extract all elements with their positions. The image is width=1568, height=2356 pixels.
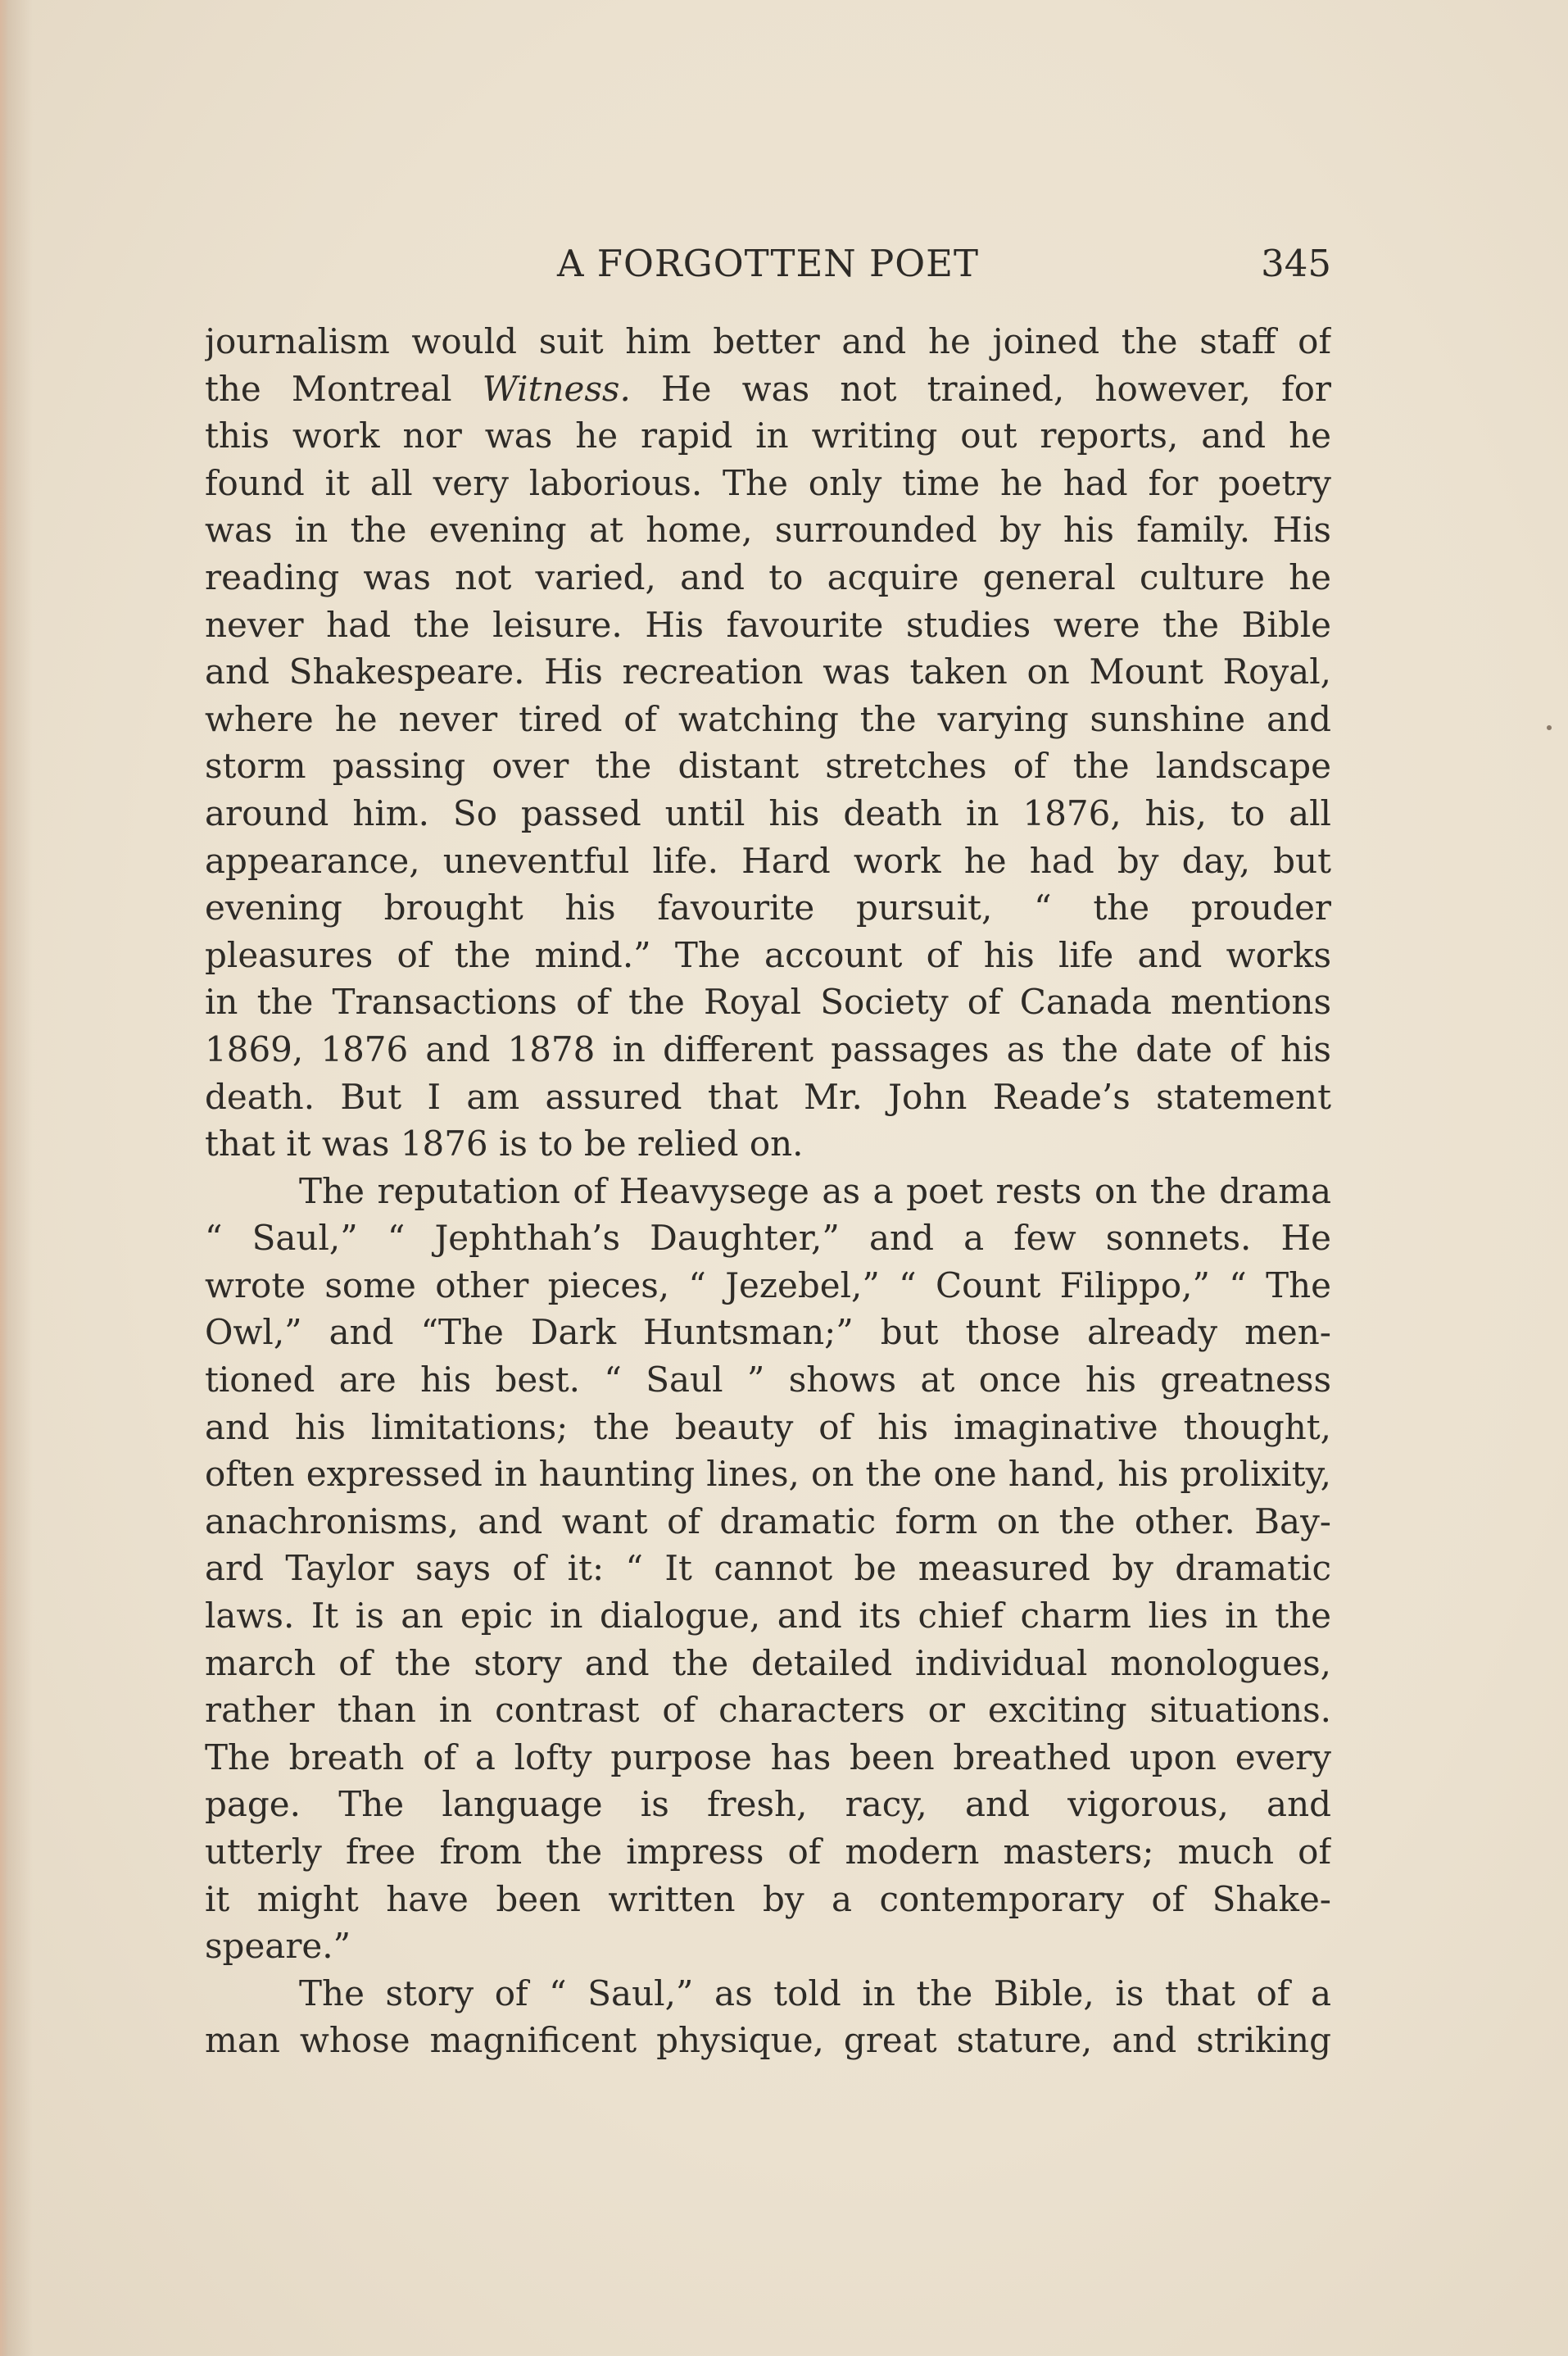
text-line: page. The language is fresh, racy, and vigorous, and [205, 1784, 1331, 1825]
text-line: was in the evening at home, surrounded by his family. His [205, 510, 1331, 551]
text-line: in the Transactions of the Royal Society of Canada mentions [205, 982, 1331, 1023]
text-line: around him. So passed until his death in 1876, his, to all [205, 792, 1331, 833]
text-line: death. But I am assured that Mr. John Reade’s statement [205, 1076, 1331, 1117]
paragraph-first-line: The reputation of Heavysege as a poet rests on the drama [299, 1170, 1331, 1211]
text-line: laws. It is an epic in dialogue, and its chief charm lies in the [205, 1596, 1331, 1636]
text-line: ard Taylor says of it: “ It cannot be measured by dramatic [205, 1548, 1331, 1589]
paper-speck [1547, 725, 1552, 730]
paragraph-first-line: The story of “ Saul,” as told in the Bible, is that of a [299, 1972, 1331, 2013]
text-line: found it all very laborious. The only time he had for poetry [205, 462, 1331, 503]
text-line: and his limitations; the beauty of his imaginative thought, [205, 1406, 1331, 1447]
text-line: Owl,” and “The Dark Huntsman;” but those already men- [205, 1312, 1331, 1353]
text-line: this work nor was he rapid in writing out reports, and he [205, 415, 1331, 456]
body-text [205, 318, 1331, 2064]
page-gutter-shadow [0, 0, 8, 2356]
text-line: the Montreal Witness. He was not trained, however, for [205, 368, 1331, 409]
text-line: storm passing over the distant stretches of the landscape [205, 746, 1331, 787]
text-line: reading was not varied, and to acquire general culture he [205, 556, 1331, 597]
text-line: 1869, 1876 and 1878 in different passages as the date of his [205, 1028, 1331, 1069]
text-line: often expressed in haunting lines, on the one hand, his prolixity, [205, 1454, 1331, 1495]
text-line: appearance, uneventful life. Hard work he had by day, but [205, 840, 1331, 881]
text-line: The breath of a lofty purpose has been breathed upon every [205, 1736, 1331, 1777]
text-line: tioned are his best. “ Saul ” shows at once his greatness [205, 1360, 1331, 1400]
text-line: man whose magnificent physique, great stature, and striking [205, 2020, 1331, 2061]
page-header [205, 242, 1331, 291]
text-line: rather than in contrast of characters or exciting situations. [205, 1690, 1331, 1731]
text-line: where he never tired of watching the varying sunshine and [205, 698, 1331, 739]
page-number: 345 [1261, 242, 1331, 285]
text-line: pleasures of the mind.” The account of his life and works [205, 934, 1331, 975]
text-line: it might have been written by a contemporary of Shake- [205, 1878, 1331, 1919]
italic-title: Witness. [482, 368, 631, 409]
text-line: journalism would suit him better and he joined the staff of [205, 321, 1331, 361]
text-line: utterly free from the impress of modern masters; much of [205, 1832, 1331, 1872]
running-title: A FORGOTTEN POET [556, 242, 980, 285]
text-line: never had the leisure. His favourite studies were the Bible [205, 604, 1331, 645]
text-line: evening brought his favourite pursuit, “ the prouder [205, 887, 1331, 928]
text-line: and Shakespeare. His recreation was taken on Mount Royal, [205, 651, 1331, 692]
text-line: march of the story and the detailed individual monologues, [205, 1642, 1331, 1683]
text-line: anachronisms, and want of dramatic form on the other. Bay- [205, 1500, 1331, 1541]
text-line: wrote some other pieces, “ Jezebel,” “ Count Filippo,” “ The [205, 1264, 1331, 1305]
text-line: “ Saul,” “ Jephthah’s Daughter,” and a few sonnets. He [205, 1218, 1331, 1259]
text-line: that it was 1876 is to be relied on. [205, 1124, 804, 1164]
text-line: speare.” [205, 1926, 351, 1967]
